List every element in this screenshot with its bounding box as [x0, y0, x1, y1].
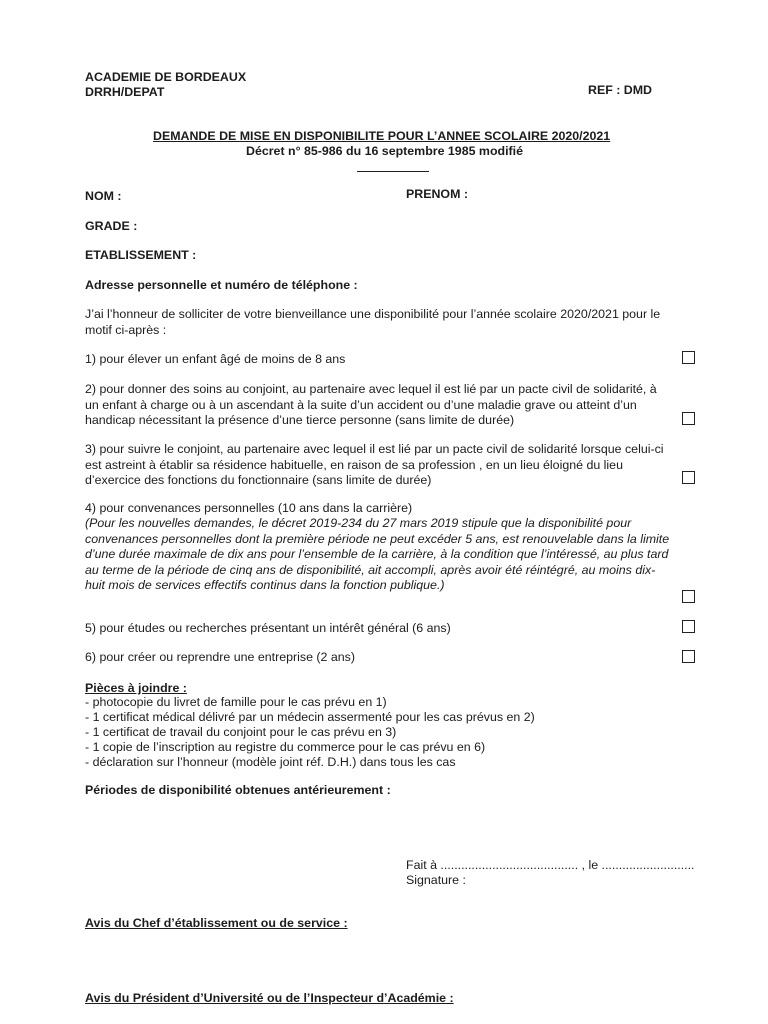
pieces-list — [85, 695, 697, 770]
academy-name: ACADEMIE DE BORDEAUX — [85, 70, 247, 84]
field-prenom: PRENOM : — [406, 187, 468, 201]
fait-a-line: Fait à ........................................ , le ........................... — [406, 858, 695, 872]
option-4-note: (Pour les nouvelles demandes, le décret 2019-234 du 27 mars 2019 stipule que la disponibilité pour convenances personnelles dont la première période ne peut excéder 5 ans, est renouvelable dans la limite d’une durée maximale de dix ans pour l’ensemble de la carrière, à la condition que l’intéressé, au plus tard au terme de la période de cinq ans de disponibilité, ait accompli, après avoir été réintégré, au moins dix- huit mois de services effectifs continus dans la fonction publique.) — [85, 516, 670, 592]
reference: REF : DMD — [588, 83, 653, 97]
department-name: DRRH/DEPAT — [85, 85, 165, 99]
list-item: - déclaration sur l’honneur (modèle joint réf. D.H.) dans tous les cas — [85, 755, 456, 769]
list-item: - 1 certificat médical délivré par un médecin assermenté pour les cas prévus en 2) — [85, 710, 535, 724]
periodes-label: Périodes de disponibilité obtenues antérieurement : — [85, 783, 391, 797]
document-title: DEMANDE DE MISE EN DISPONIBILITE POUR L’ANNEE SCOLAIRE 2020/2021 — [153, 129, 611, 143]
title-divider — [357, 171, 429, 172]
list-item: - photocopie du livret de famille pour le cas prévu en 1) — [85, 695, 387, 709]
option-2-text: 2) pour donner des soins au conjoint, au partenaire avec lequel il est lié par un pacte civil de solidarité, à un enfant à charge ou à un ascendant à la suite d’un accident ou d’une maladie grave ou atteint d’un handicap nécessitant la présence d’une tierce personne (sans limite de durée) — [85, 382, 657, 427]
decree-subtitle: Décret n° 85-986 du 16 septembre 1985 modifié — [246, 144, 523, 158]
option-5-checkbox[interactable] — [682, 620, 695, 633]
option-1-checkbox[interactable] — [682, 351, 695, 364]
list-item: - 1 certificat de travail du conjoint pour le cas prévu en 3) — [85, 725, 397, 739]
avis-president-label: Avis du Président d’Université ou de l’Inspecteur d’Académie : — [85, 991, 454, 1005]
intro-paragraph: J’ai l’honneur de solliciter de votre bienveillance une disponibilité pour l’année scolaire 2020/2021 pour le motif ci-après : — [85, 307, 661, 337]
list-item: - 1 copie de l’inscription au registre du commerce pour le cas prévu en 6) — [85, 740, 486, 754]
option-2-checkbox[interactable] — [682, 412, 695, 425]
signature-label: Signature : — [406, 873, 466, 887]
field-etablissement: ETABLISSEMENT : — [85, 248, 197, 262]
field-nom: NOM : — [85, 189, 122, 203]
option-6-text: 6) pour créer ou reprendre une entreprise (2 ans) — [85, 650, 355, 664]
field-grade: GRADE : — [85, 219, 138, 233]
pieces-title: Pièces à joindre : — [85, 681, 187, 695]
option-4-checkbox[interactable] — [682, 590, 695, 603]
option-3-checkbox[interactable] — [682, 471, 695, 484]
avis-chef-label: Avis du Chef d’établissement ou de service : — [85, 916, 348, 930]
option-3-text: 3) pour suivre le conjoint, au partenaire avec lequel il est lié par un pacte civil de solidarité lorsque celui-ci est astreint à établir sa résidence habituelle, en raison de sa profession , en un lieu éloigné du lieu d’exercice des fonctions du fonctionnaire (sans limite de durée) — [85, 442, 664, 487]
option-1-text: 1) pour élever un enfant âgé de moins de 8 ans — [85, 352, 346, 366]
option-5-text: 5) pour études ou recherches présentant un intérêt général (6 ans) — [85, 621, 451, 635]
option-4-text: 4) pour convenances personnelles (10 ans dans la carrière) — [85, 501, 413, 515]
option-6-checkbox[interactable] — [682, 650, 695, 663]
field-adresse: Adresse personnelle et numéro de téléphone : — [85, 278, 358, 292]
